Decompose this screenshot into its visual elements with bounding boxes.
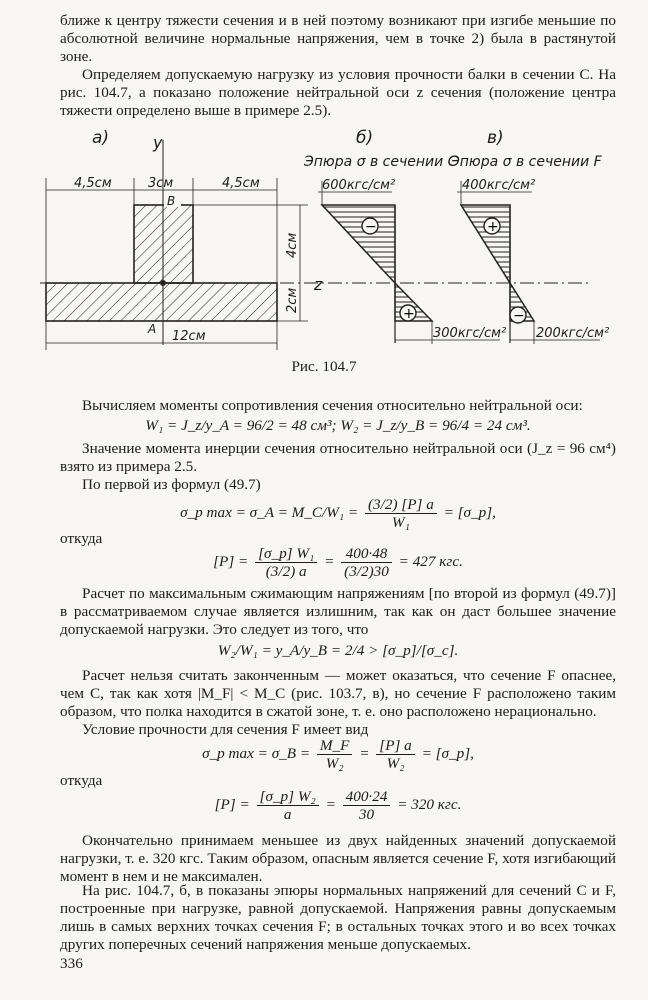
paragraph-epures: На рис. 104.7, б, в показаны эпюры нормальных напряжений для сечений C и F, построенные при нагрузке, равной допускаемой. Напряжения равны допускаемым лишь в самых верхних точках сечения F; в остальных точках этого и во всех точках других поперечных сечений напряжения меньше допускаемых. bbox=[60, 882, 616, 953]
label-otkuda-2: откуда bbox=[60, 772, 103, 789]
dim-12-label: 12см bbox=[172, 329, 206, 344]
paragraph-moments: Вычисляем моменты сопротивления сечения относительно нейтральной оси: bbox=[82, 397, 583, 414]
title-epure-f: Эпюра σ в сечении F bbox=[450, 154, 602, 170]
flange-rect bbox=[46, 283, 277, 321]
label-otkuda-1: откуда bbox=[60, 530, 103, 547]
bottom-stress-f: 200кгс/см² bbox=[536, 326, 610, 341]
paragraph-compression-check: Расчет по максимальным сжимающим напряжениям [по второй из формул (49.7)] в рассматриваемом случае является излишним, так как он даст большее значение допускаемой нагрузки. Это следует из того, что bbox=[60, 585, 616, 638]
equation-ratio: W₂/W₁ = y_A/y_B = 2/4 > [σ_p]/[σ_c]. bbox=[217, 642, 459, 659]
paragraph-section-f: Расчет нельзя считать законченным — может оказаться, что сечение F опаснее, чем C, так как хотя |M_F| < M_C (рис. 103.7, в), но сечение F расположено таким образом, что полка находится в сжатой зоне, т. е. оно расположено нерационально. bbox=[60, 667, 616, 720]
label-b: б) bbox=[356, 128, 374, 148]
equation-w: W₁ = J_z/y_A = 96/2 = 48 см³; W₂ = J_z/y_B = 96/4 = 24 см³. bbox=[145, 417, 531, 434]
point-a-label: A bbox=[148, 322, 157, 336]
figure-104-7 bbox=[0, 0, 648, 380]
top-stress-f: 400кгс/см² bbox=[462, 178, 536, 193]
equation-p-c: [P] = $\frac{\text{[σ\_p] W₁}}{(3/2) a}$ = $\frac{400\cdot 48}{(3/2)30}$ = 427 кгс. bbox=[213, 545, 463, 580]
web-rect bbox=[134, 205, 193, 283]
cross-section bbox=[46, 133, 308, 350]
stress-diagram-f bbox=[449, 154, 609, 344]
top-stress-c: 600кгс/см² bbox=[322, 178, 396, 193]
epure-c-compression bbox=[322, 205, 395, 283]
dim-2-label: 2см bbox=[285, 287, 300, 313]
equation-sigma-f: σ_p max = σ_B = $\frac{M\_F}{\text{W₂}}$ = $\frac{[P] a}{\text{W₂}}$ = [σ_p], bbox=[202, 737, 474, 772]
label-v: в) bbox=[487, 128, 504, 148]
equation-sigma-c: σ_p max = σ_A = M_C/W₁ = $\frac{(3/2) [P] a}{\text{W₁}}$ = [σ_p], bbox=[180, 496, 496, 531]
y-axis-label: y bbox=[153, 133, 163, 152]
dim-mid-label: 3см bbox=[148, 176, 174, 191]
label-a: а) bbox=[92, 128, 110, 148]
paragraph-intro: ближе к центру тяжести сечения и в ней поэтому возникают при изгибе меньшие по абсолютной величине нормальные напряжения, чем в точке 2) была в растянутой зоне. bbox=[60, 12, 616, 65]
equation-p-f: [P] = $\frac{\text{[σ\_p] W₂}}{a}$ = $\frac{400\cdot 24}{30}$ = 320 кгс. bbox=[214, 788, 462, 823]
plus-sign-f-text: + bbox=[487, 219, 499, 235]
paragraph-conclusion: Окончательно принимаем меньшее из двух найденных значений допускаемой нагрузки, т. е. 320 кгс. Таким образом, опасным является сечение F, хотя изгибающий момент в нем и не максимален. bbox=[60, 832, 616, 885]
minus-sign-f-text: − bbox=[513, 308, 525, 324]
page-number: 336 bbox=[60, 955, 83, 972]
plus-sign-c-text: + bbox=[403, 306, 415, 322]
minus-sign-c-text: − bbox=[365, 219, 377, 235]
point-b-label: B bbox=[167, 194, 176, 208]
paragraph-formula: По первой из формул (49.7) bbox=[82, 476, 261, 493]
figure-caption: Рис. 104.7 bbox=[291, 358, 357, 375]
epure-f-tension bbox=[461, 205, 510, 283]
paragraph-load-determination: Определяем допускаемую нагрузку из условия прочности балки в сечении C. На рис. 104.7, а показано положение нейтральной оси z сечения (положение центра тяжести определено выше в примере 2.5). bbox=[60, 66, 616, 119]
paragraph-inertia: Значение момента инерции сечения относительно нейтральной оси (J_z = 96 см⁴) взято из примера 2.5. bbox=[60, 440, 616, 475]
bottom-stress-c: 300кгс/см² bbox=[433, 326, 507, 341]
title-epure-c: Эпюра σ в сечении C bbox=[304, 154, 458, 170]
dim-left-label: 4,5см bbox=[74, 176, 112, 191]
dim-4-label: 4см bbox=[285, 232, 300, 258]
z-axis-label: z bbox=[314, 275, 323, 294]
paragraph-condition-f: Условие прочности для сечения F имеет вид bbox=[82, 721, 369, 738]
dim-right-label: 4,5см bbox=[222, 176, 260, 191]
